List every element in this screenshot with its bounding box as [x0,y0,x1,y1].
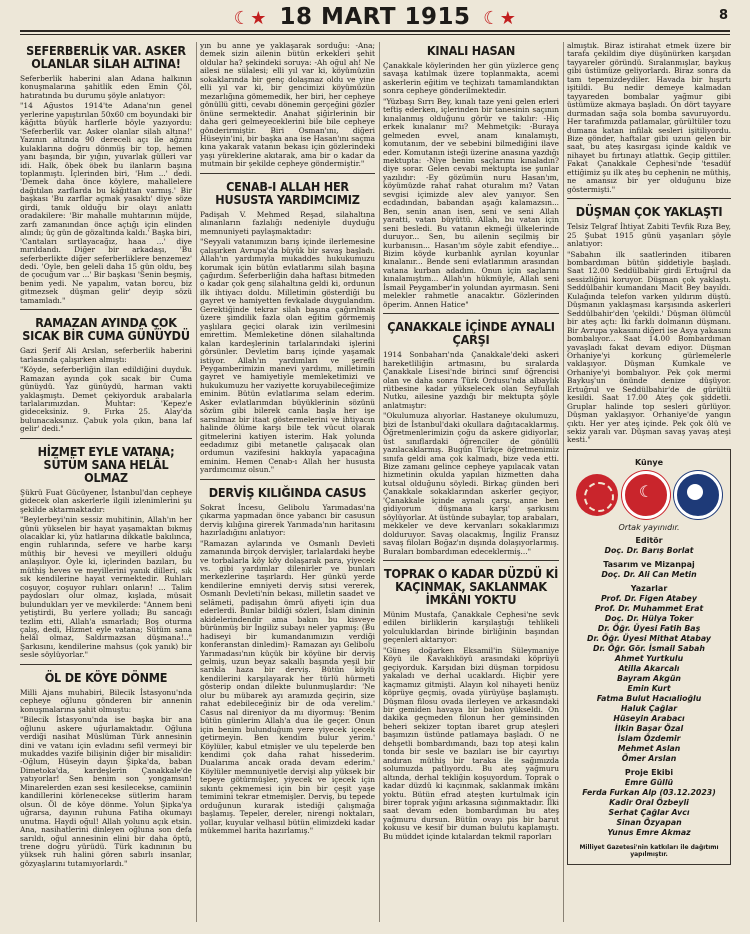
article-divider [20,309,192,310]
article-paragraph: "Güneş doğarken Eksamil'in Süleymaniye Köyü ile Kavaklıköyü arasındaki köprüyü geçiyorduk. Karşıdan bizi düşman torpidosu yakaladı ve derhal ucaklardı. Hiçbir yere kaçmamız gitmişti. Alayın kol nihayeti henüz köprüye geçmiş, ovada yürüyüşe başlamıştı. Düşman filosu ovada ilerleyen ve arkasındaki bir gemiden havaya bir balon yükseldi. On dakika geçmeden filonun her geminsinden beheri sekizer toptan ibaret grup ateşleri başımızın üstünde patlamaya başladı. O ne dehşetli bombardımandı, bazı top ateşi kalın tonda bir sesle ve bazıları ise bir cayırtıyı andıran müthiş bir taraka ile sağımızda solumuzda patlıyordu. Bu ateş yağmuru altında, derhal tekliğin koşuyordum. Toprak o kadar düzdü ki kaçınmak, saklanmak imkânı yoktu. Bütün efrad ateşten kurtulmak için birer toprak yığını arkasına sığınmaktadır. İlki saat devam eden bombardıman bu ateş yağmuru dursun. Bütün ovayı pis bir barut kokusu ve kesif bir duman bulutu kaplamıştı. Bu müddet içinde kıtalardan tekmil raporları [383,645,559,841]
article-paragraph: Padişah V. Mehmed Reşad, silahaltına alınanların fazlalığı nedeniyle duyduğu memnuniyeti paylaşmaktadır: [200,209,375,236]
article-divider [200,173,375,174]
credit-name: Dr. Öğr. Gör. İsmail Sabah [593,643,705,653]
crescent-star-icon: ☾★ [483,8,517,29]
column-divider [379,42,380,922]
credit-name: Fatma Bulut Hacıalioğlu [596,693,702,703]
credit-role: Yazarlar [630,583,668,593]
crescent-star-seal-icon: ☾ [622,471,670,519]
credit-name: Ahmet Yurtkulu [614,653,684,663]
credit-name: Haluk Çağlar [620,703,678,713]
column-4 [567,42,731,922]
credit-name: Doç. Dr. Hülya Toker [604,613,694,623]
credit-name: Ferda Furkan Alp (03.12.2023) [582,787,716,797]
imprint-box [567,449,731,865]
distribution-note: Milliyet Gazetesi'nin katkıları ile dağıtımı yapılmıştır. [579,843,719,858]
credit-name: Doç. Dr. Ali Can Metin [601,569,697,579]
article-paragraph: 1914 Sonbaharı'nda Çanakkale'deki askeri hareketliliğin artmasını, bu sıralarda Çanakkale Lisesi'nde birinci sınıf öğrencisi olan ve daha sonra Türk Ordusu'nda albaylık rütbesine kadar yükselecek olan Seyfullah Nutku, ailesine yazdığı bir mektupta şöyle anlatmıştır: [383,350,559,410]
article-divider [383,313,559,314]
institution-seal-icon [674,471,722,519]
page-number: 8 [718,8,728,23]
article-paragraph: Çanakkale köylerinden her gün yüzlerce genç savaşa katılmak üzere toplanmakta, acemi askerlerin eğitim ve teçhizatı tamamlandıktan sonra cepheye gönderilmektedir. [383,61,559,96]
column-3 [383,42,559,922]
article-heading: CENAB-I ALLAH HER HUSUSTA YARDIMCIMIZ [215,178,360,207]
article-divider [383,560,559,561]
article-paragraph: "Köyde, seferberliğin ilan edildiğini duyduk. Ramazan ayında çok sıcak bir Cuma günüydü. Yaz günüydü, harman vakti yaklaşmıştı. Demet çekiyorduk arabalarla tarlalarımızdan. Muhtar: 'Kepez'e gideceksiniz. 9. Fırka 25. Alay'da bulunacaksınız. Çabuk yola çıkın, bana laf gelir' dedi." [20,365,192,434]
article-heading: DERVİŞ KILIĞINDA CASUS [208,484,367,500]
column-divider [563,42,564,922]
article-divider [20,438,192,439]
credit-name: Mehmet Aslan [617,743,681,753]
credit-name: Prof. Dr. Muhammet Erat [594,603,704,613]
credit-role: Proje Ekibi [624,767,674,777]
masthead-title-wrap [0,4,750,30]
credit-name: Ömer Arslan [621,753,677,763]
masthead [0,0,750,42]
credit-role: Tasarım ve Mizanpaj [603,559,695,569]
article-heading: RAMAZAN AYINDA ÇOK SICAK BİR CUMA GÜNÜYDÜ [22,315,190,344]
column-divider [196,42,197,922]
credit-name: Sinan Özyapan [616,817,682,827]
article-paragraph: Münim Mustafa, Çanakkale Cephesi'ne sevk edilen birliklerin karşılaştığı tehlikeli yolculuklardan birinde birliğinin başından geçenleri aktarıyor: [383,610,559,645]
article-divider [20,664,192,665]
partner-logos [576,471,722,519]
credit-name: Serhat Çağlar Avcı [608,807,690,817]
article-paragraph: "14 Ağustos 1914'te Adana'nın genel yerlerine yapıştırılan 50x60 cm boyundaki bir kâğıtta büyük harflerle böyle yazıyordu: 'Seferberlik var. Asker olanlar silah altına!' Yazının altında 90 dereceli açı ile ağzını kulaklarına doğru dönmüş bir top, hemen yanı başında, bir yığın, yuvarlak gülleri var idi. Halk, öbek öbek bu ilanların başına toplanmıştı. İçlerinden biri, 'Hım ...' dedi. 'Demek daha önce köylere, mahallelere dağıtılan zarflarda bu kâğıttan varmış.' Bir başkası 'Bu zarflar açmak yasaktı' diye söze girdi, tanık olduğu bir olayı anlattı oradakilere: 'Bir mahalle muhtarının müjde, zarfı zamanından önce açtığı için elinden alındı; üç gün de gözaltında kaldı.' Başka biri, 'Cantaları sırtlayacağız, haaa ...' diye mırıldandı. Diğer bir arkadaşı, 'Bu seferberlikte diğer seferberliklere benzemez' dedi. 'Oyle, ben geleli daha 15 gün oldu, beş de çocuğum var ...' Bir başkası 'Senin beşmiş, benim yedi. Ne yapalım, vatan borcu, biz gitmezsek düşman gelir' deyip sözü tamamladı." [20,101,192,305]
credit-name: Dr. Öğr. Üyesi Fatih Baş [597,623,701,633]
credit-name: Atilla Akarcalı [618,663,680,673]
credit-name: İslam Özdemir [617,733,681,743]
credit-name: Prof. Dr. Figen Atabey [601,593,697,603]
article-paragraph: "Ramazan aylarında ve Osmanlı Devleti zamanında birçok dervişler, tarlalardaki heybe ve torbalarla köy köy dolaşarak para, yiyecek vs. gibi yardımlar dilenirler ve bunları merkezlerine taşırlardı. Her günkü yerde kendilerine emniyeti derviş sıtısi vererek, Osmanlı Devleti'nin bekası, milletin saadet ve selâmeti, padişahın ömrü afiyeti için dua ederlerdi. Bunlar bildiği sözleri, İslam dininin akidelerindendir ama bakın bu kisveye bürünmüş bir İngiliz subayı neler yapmış: (Bu hadiseyi bir kumandanımızın verdiği konferanstan dinledim)- Ramazan ayı Gelibolu Yarımadası'nın küçük bir köyüne bir derviş gelmiş, uzun beyaz sakallı başında yeşil bir sarıkla haza bir derviş. Bütün köylü kendilerini karşılayarak her türlü hürmeti gösterip ondan dilekte bulunmuşlardır: 'Ne olur bu mübarek ayı aramızda geçirin, size rahat edebileceğiniz bir de oda verelim.' Casus nal direniyor da mı diyormuş: 'Benim bütün günlerim Allah'a dua ile geçer. Onun için benim bulunduğum yere yiyecek içecek getirmeyin. Ben kendim bulur yerim.' Köylüler, kabul etmişler ve ulu tepelerde ben kendimi çok daha rahat hissederim. Dualarıma ancak orada devam ederim.' Köylüler memnuniyetle dervişi alıp yüksek bir tepeye götürmüşler, yiyecek ve içecek için sıkıntı çekmemesi için bin bir çeşit yaşe temimini tekrar etmemişler. Derviş, bu tepede orduğunun kurarak istediği çalışmağa başlamış. Tepeler, dereler, nirengi noktaları, yollar, kuyular velhasıl bütün elimizdeki kadar mükemmel harita hazırlamış." [200,538,375,836]
masthead-rule [20,30,730,32]
article-paragraph: Milli Ajans muhabiri, Bilecik İstasyonu'nda cepheye oğlunu gönderen bir annenin konuşmalarına şahit olmuştu: [20,687,192,714]
article-heading: TOPRAK O KADAR DÜZDÜ Kİ KAÇINMAK, SAKLANMAK İMKÂNI YOKTU [383,566,559,608]
article-paragraph: Sokrat İncesu, Gelibolu Yarımadası'na çıkarma yapmadan önce yabancı bir casusun derviş kılığına girerek Yarımada'nın haritasını hazırladığını anlatıyor: [200,502,375,538]
article-paragraph: "Bilecik İstasyonu'nda ise başka bir ana oğlunu askere uğurlamaktadır. Oğluna verdiği nasihat Müslüman Türk annesinin dini ve vatanı için evladını sefil vermeyi bir mukaddes vazife bilişinin diğer bir misalidir: -Oğlum, Hüseyin dayın Şipka'da, baban Dimetoka'da, kardeşlerin Çanakkale'de yatıyorlar! Sen benim son yongamsın! Minarelerden ezan sesi kesilecekse, camiinin kandillerini körlenecekse sütlerim haram olsun. Öl de köye dönme. Yolun Şipka'ya uğrarsa, dayının ruhuna Fatiha okumayı unutma. Haydi oğul! Allah yolunu açık etsin. Ana, nasihatlerini dinleyen oğluna son defa sarıldı, oğul annesinin elini bir daha öptü, trene doğru yürüdü. Türk kadınının bu yüksek ruh halini gören sabırlı insanlar, gözyaşlarını tutamıyorlardı." [20,715,192,868]
article-paragraph: "Seyyali vatanımızın barış içinde ilerlemesine çalışırken Avrupa'da büyük bir savaş başladı. Allah'ın yardımıyla mukaddes hukukumuzu korumak için bütün evlatlarımı silah başına çağırdım. Seferberliğin daha haftası bitmeden o kadar çok genç silahaltına geldi ki, ordunun ilk ihtiyacı doldu. Milletimin gösterdiği bu gayret ve hamiyetten fevkalade duygulandım. Gerektiğinde tekrar silah başına çağırılmak üzere şimdilik fazla olan eğitim görmemiş yaşlılara geçici olarak izin verilmesini emrettim. Memleketine dönen silahaltında kalan kardeşlerinin tarlalarındaki işlerini görsünler. Devletim barış içinde yaşamak istiyor. Allah'ın yardımları ve şerefli Peygamberimizin manevi yardımı, milletimin gayret ve hamiyetiyle memleketimizi ve hukukumuzu her vaziyette koruyabileceğimize eminim. Bütün evlatlarıma selam ederim. Asker evlatlarımdan büyüklerinin sözünü sözüm gibi bilerek canla başla her işe sarsılmaz bir itaat göstermelerini ve ihtiyacın halinde ölüme karşı bile tek vücut olarak gitmelerini katiyen isterim. Hak yolunda eedadımız gibi metanetle çalışacak olan ordumun vazifesini hakkıyla yapacağına eminim. Hemen Cenab-ı Allah her hususta yardımcımız olsun." [200,237,375,475]
article-paragraph: almıştık. Biraz istirahat etmek üzere bir tarafa çekildim diye düşünürken karşıdan tayyareler göründü. Sıralanmışlar, baykuş gibi üstümüze geliyorlardı. Biraz sonra da tam tepemizdeydiler. Havada bir hışırtı işitildi. Bu nedir demeye kalmadan tayyareden bombalar yağmur gibi üstümüze akmaya başladı. On dört tayyare durmadan sağa sola bomba savuruyordu. Her tarafımızda patlamalar, gürültüler tozu dumana katan infilak sesleri işitiliyordu. Bize gönder, haftalar gibi uzun gelen bir saat, bu ateş kasırgası içinde kaldık ve nihayet bu fırtınayı atlattık. Geçip gittiler. Fakat Çanakkale Cephesi'nde 'tesadüf ettiğimiz şu ilk ateş bu cephenin ne müthiş, ne amansız bir yer olduğunu bize göstermişti." [567,42,731,194]
credit-name: Emin Kurt [627,683,671,693]
article-divider [200,479,375,480]
credit-name: Kadir Oral Özbeyli [609,797,689,807]
article-paragraph: "Sabahın ilk saatlerinden itibaren bombardıman bütün şiddetiyle başladı. Saat 12.00 Seddülbahir girdi Ertuğrul da sessizliğini koruyor. Düşman çok yaklaştı. Seddülbahir kumandanı Macit Bey bayıldı. Kulağında telefon varken yıldırım düştü. Düşmanın yaklaşması karşısında askerleri Seddülbahir'den 'çekildi.' Düşman ölümcül bir ateş açtı: İki farklı dolmanın düşmanı. Bir Avrupa yakasını diğeri ise Asya yakasını bombalıyor... Saat 14.00 Bombardıman yavaşladı fakat devam ediyor. Düşman Orhaniye'yi korkunç gürlemelerle vaklaşıyor. Düşman Kumkale ve Orhaniye'yi bombalıyor. Pek çok mermi Baykuş'un önünde denize düşüyor. Ertuğrul ve Seddülbahir'de de gürültü kesildi. Saat 17.00 Ateş çok şiddetli. Gruplar halinde top sesleri gürlüyor. Düşman yaklaşıyor. Orhaniye'de yangın çıktı. Her yer ateş içinde. Pek çok ölü ve sekiz yaralı var. Düşman savaş yavaş ateşi kesti." [567,249,731,445]
article-paragraph: yın bu anne ye yaklaşarak sorduğu: -Ana; demek sizin ailenin bütün erkekleri şehit oldular ha? şekindeki soruya: -Ah oğul ah! Ne ailesi ne sülalesi; elli yıl var ki, köyümüzün sokaklarında bir genç dolaşmaz oldu ve yine elli yıl var ki, bir gencimizi köyümüzün mezarlığına gömemedik, her biri, her cepheye gönüllü gitti, cevabı dönemin gerçeğini gözler önüne sermektedir. Anahat şiğirlerinin bir daha geri gelmeyeceklerini bile bile cepheye gönderirmiştir. Biri Osman'ını, diğeri Hüseyin'ini, bir başka ana ise Hasan'ını saçma kına yakarak vatanın bekası için gözlerindeki yaşı yüreklerine akıtarak, ama bir o kadar da mutmain bir şekilde cepheye göndermiştir." [200,42,375,169]
article-heading: ÇANAKKALE İÇİNDE AYNALI ÇARŞI [387,319,555,348]
credit-name: Doç. Dr. Barış Borlat [604,545,694,555]
credit-name: İlkin Başar Özal [614,723,684,733]
article-paragraph: Gazi Şerif Ali Arslan, seferberlik haberini tarlasında çalışırken almıştı: [20,346,192,364]
masthead-rule [20,34,730,35]
article-heading: ÖL DE KÖYE DÖNME [44,669,168,685]
credit-name: Hüseyin Arabacı [613,713,685,723]
credit-name: Emre Güllü [624,777,674,787]
column-2 [200,42,375,922]
credit-role: Editör [635,535,663,545]
university-seal-icon [576,474,618,516]
column-1 [20,42,192,922]
article-paragraph: "Yüzbaşı Sırrı Bey, kınalı taze yeni gelen erleri teftiş ederken, içlerinden bir tanesinin saçının kınalanmış olduğunu görür ve takılır: -Hiç erkek kınalanır mı? Mehmetçik: -Buraya gelmeden evvel, anam kınalamıştı, komutanım, der ve sebebini bilmediğini ilave eder. Komutanın isteği üzerine anasına yazdığı mektupta: -Niye benim saçlarımı kınaladın? diye sorar. Gelen cevabi mektupta ise şunlar yazılıdır: -Ey gözümün nuru Hasan'ım, köyümüzde rahat rahat oturalım mı? Vatan sevgisi içimizde alev alev yanıyor. Sen ecdadından, babandan aşağı kalamazsın... Ben, senin anan isen, seni ve seni Allah yaratti, vatan büyüttü. Allah, bu vatan için seni besledi. Bu vatanın ekmeği ülkelerinde duruyor... Sen, bu ailenin seçilmiş bir kurbanısın... Hasan'ım söyle zabit efendiye... Bizim köyde kurbanlık ayrılan koyunlar kınalanır... Bende seni evlatlarımın arasından vatana kurban adadım. Onun için saçlarını kınalamıştım... Allah'ın hükmüyle, Allah seni İsmail Peygamber'in yolundan ayırmasın. Seni melekler rahmetle anacaktır. Gözlerinden öperim. Annen Hatice" [383,96,559,309]
article-paragraph: Seferberlik haberini alan Adana halkının konuşmalarına şahitlik eden Emin Çöl, hatıratında bu durumu şöyle anlatıyor: [20,74,192,100]
masthead-title: 18 MART 1915 [279,4,471,30]
imprint-tagline: Ortak yayınıdır. [618,522,680,532]
column-4-articles [567,42,731,445]
article-heading: DÜŞMAN ÇOK YAKLAŞTI [575,204,723,220]
crescent-star-icon: ☾★ [233,8,267,29]
article-heading: HİZMET EYLE VATANA; SÜTÜM SANA HELÂL OLMAZ [37,443,175,485]
article-heading: KINALI HASAN [426,43,516,58]
article-heading: SEFERBERLİK VAR. ASKER OLANLAR SİLAH ALTINA! [26,43,186,71]
credits-list [570,536,728,838]
credit-name: Dr. Öğr. Üyesi Mithat Atabay [587,633,711,643]
credit-name: Bayram Akgün [617,673,681,683]
article-divider [567,198,731,199]
imprint-heading: Künye [634,457,664,467]
credit-name: Yunus Emre Akmaz [607,827,691,837]
article-paragraph: Şükrü Fuat Gücüyener, İstanbul'dan cepheye gidecek olan askerlerle ilgili izlenimlerini şu şekilde aktarmaktadır: [20,487,192,514]
article-paragraph: Telsiz Telgraf İhtiyat Zabiti Tevfik Rıza Bey, 25 Şubat 1915 günü yaşanları şöyle anlatıyor: [567,222,731,249]
article-paragraph: "Okulumuza alıyorlar. Hastaneye okulumuzu, bizi de İstanbul'daki okullara dağıtacaklarmış. Öğretmenlerimizin çoğu da askere gidiyorlar, üst sınıflardaki öğrenciler de gönüllü yazılacaklarmış. Bugün Türkçe öğretmenimiz sınıfa geldi ama çok kalmadı, bize veda etti. Bize zamanı gelince cepheye yapılacak vatan hizmetinin okulda yapılan hizmetten daha kutsal olduğunu söyledi. Birkaç günden beri Çanakkale sokaklarından askerler geçiyor, 'Çanakkale içinde aynalı çarşı, anne ben gidiyorum düşmana karşı' şarkısını söylüyorlar. At üstünde subaylar, top arabaları, mekkeler ve deve kervanları sokaklarımızı dolduruyor. Savaş olacakmış, İngiliz Fransız savaş filoları Boğaz'ın dışında dolaşıyorlarmış. Buraları bombardıman edeceklermiş..." [383,411,559,556]
article-paragraph: "Beylerbeyi'nin sessiz muhitinin, Allah'ın her günü yükselen bir hayat yaşamaktan bıkmış olacaklar ki, yüz hatlarına dikkatle bakılınca, engin ruhlarında, sefere ve harbe karşı müthiş bir hevesi ve meyilleri olduğu anlaşılıyor. Öyle ki, içlerinden bazıları, bu müthiş heves ve meyillerini yanık dilleri, sık sık kendilerine hayat vermektedir. Ruhları coşuyor, coşuyor ruhları onların! ... Talim paydosları olur olmaz, kışlada, müsait bulundukları yer ve mevkilerde: "Annem beni yetiştirdi, Bu yerlere yolladı; Bu sancağı tezlim etti, Allah'a ısmarladı; Boş oturma çalış, dedi, Hizmet eyle vatana; Sütüm sana helâl olmaz, Saldırmazsan düşmana!.." Şarkısını, kendilerine mahsus (çok yanık) bir sesle söylüyorlar." [20,515,192,660]
